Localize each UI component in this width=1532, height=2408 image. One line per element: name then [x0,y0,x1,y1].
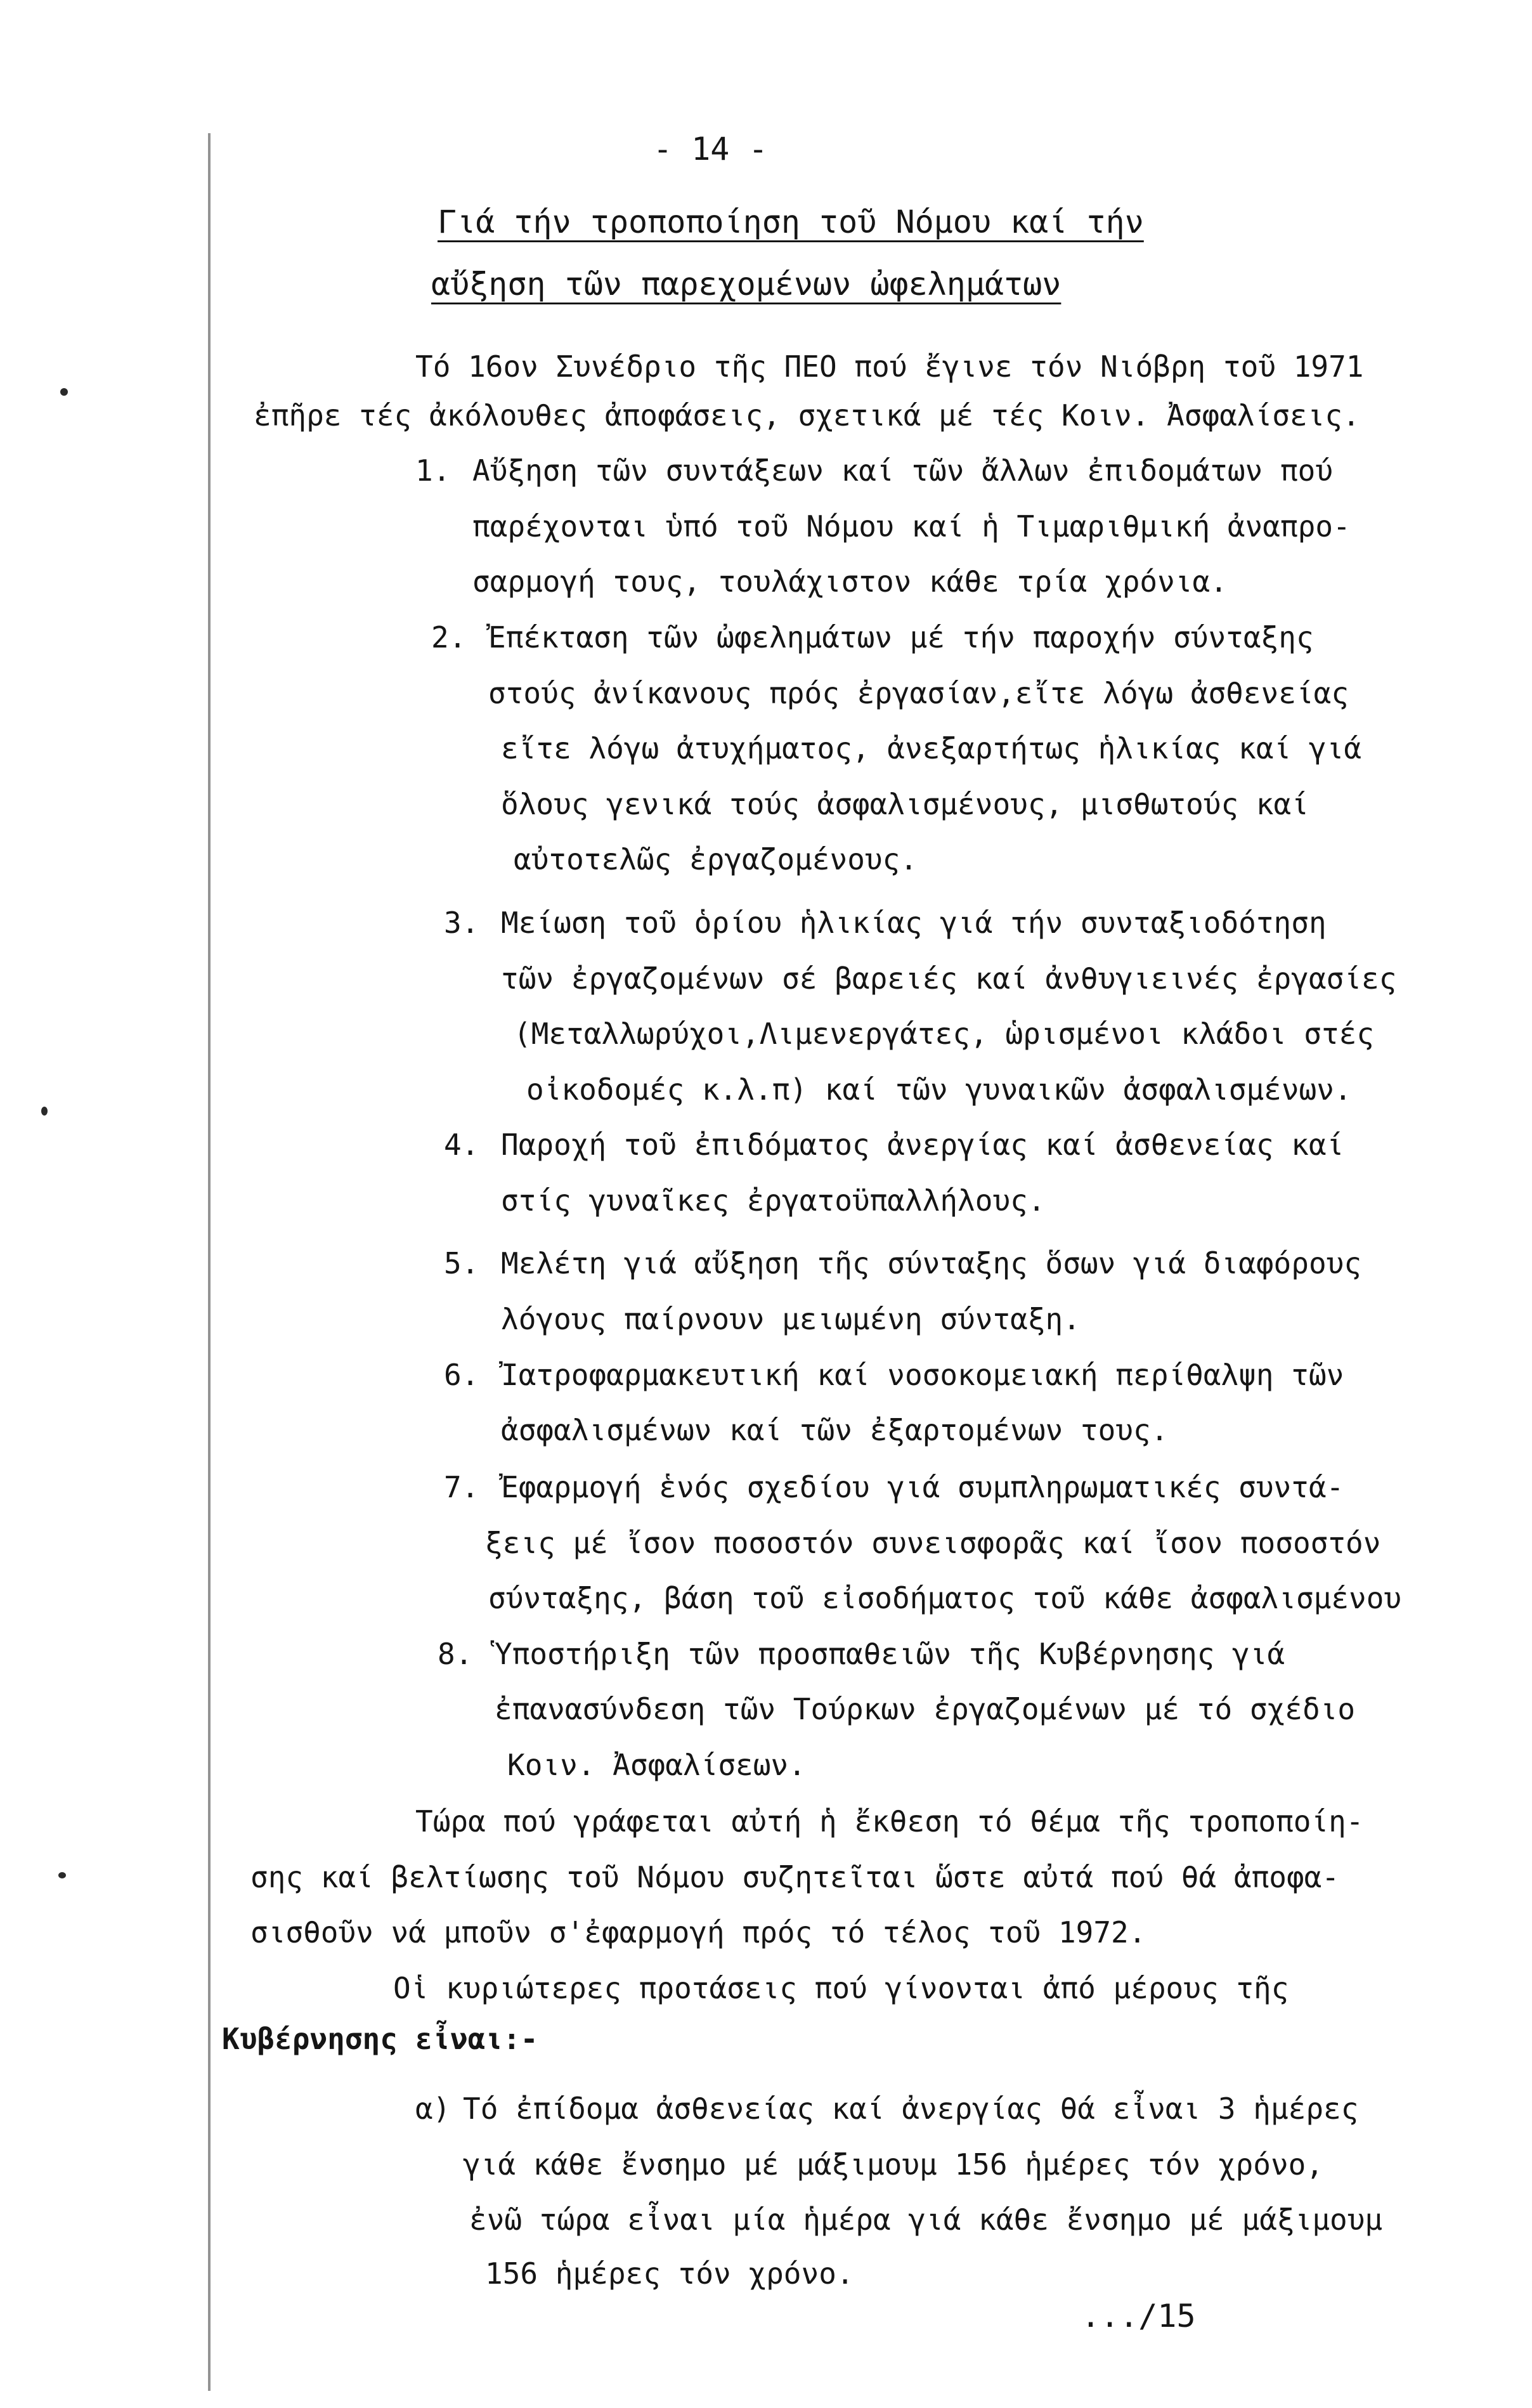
resolution-line: σαρμογή τους, τουλάχιστον κάθε τρία χρόνια. [472,564,1228,599]
resolution-line: σύνταξης, βάση τοῦ εἰσοδήματος τοῦ κάθε ἀσφαλισμένου [488,1581,1402,1615]
resolution-line: οἰκοδομές κ.λ.π) καί τῶν γυναικῶν ἀσφαλισμένων. [526,1072,1352,1107]
resolution-line: Ἐπέκταση τῶν ὠφελημάτων μέ τήν παροχήν σύνταξης [488,620,1314,654]
resolution-number: 8. [438,1637,473,1671]
section-title-line-2: αὔξηση τῶν παρεχομένων ὠφελημάτων [431,266,1061,303]
resolution-line: (Μεταλλωρύχοι,Λιμενεργάτες, ὡρισμένοι κλάδοι στές [514,1017,1375,1051]
resolution-line: ξεις μέ ἴσον ποσοστόν συνεισφορᾶς καί ἴσον ποσοστόν [485,1526,1381,1560]
scan-speck [58,1872,66,1878]
proposal-line: ἐνῶ τώρα εἶναι μία ἡμέρα γιά κάθε ἔνσημο μέ μάξιμουμ [469,2203,1383,2237]
proposal-line: γιά κάθε ἔνσημο μέ μάξιμουμ 156 ἡμέρες τόν χρόνο, [463,2147,1324,2182]
resolution-line: Αὔξηση τῶν συντάξεων καί τῶν ἄλλων ἐπιδομάτων πού [472,453,1334,488]
resolution-number: 3. [444,906,479,940]
resolution-line: στίς γυναῖκες ἐργατοϋπαλλήλους. [501,1183,1046,1218]
resolution-line: στούς ἀνίκανους πρός ἐργασίαν,εἴτε λόγω ἀσθενείας [488,676,1349,710]
resolution-line: αὐτοτελῶς ἐργαζομένους. [514,842,918,876]
resolution-line: ἀσφαλισμένων καί τῶν ἐξαρτομένων τους. [501,1413,1169,1447]
scan-speck [41,1107,48,1116]
section-title-line-1: Γιά τήν τροποποίηση τοῦ Νόμου καί τήν [438,204,1144,240]
resolution-line: Μείωση τοῦ ὁρίου ἡλικίας γιά τήν συνταξιοδότηση [501,906,1327,940]
paragraph-line: Κυβέρνησης εἶναι:- [222,2022,538,2056]
proposal-label: α) [415,2092,451,2126]
paragraph-line: Τώρα πού γράφεται αὐτή ἡ ἔκθεση τό θέμα τῆς τροποποίη- [415,1804,1364,1839]
resolution-line: εἴτε λόγω ἀτυχήματος, ἀνεξαρτήτως ἡλικίας καί γιά [501,731,1362,765]
resolution-line: Παροχή τοῦ ἐπιδόματος ἀνεργίας καί ἀσθενείας καί [501,1128,1344,1162]
resolution-line: ὅλους γενικά τούς ἀσφαλισμένους, μισθωτούς καί [501,787,1309,821]
resolution-line: λόγους παίρνουν μειωμένη σύνταξη. [501,1302,1081,1336]
resolution-line: ἐπανασύνδεση τῶν Τούρκων ἐργαζομένων μέ τό σχέδιο [495,1692,1356,1726]
resolution-line: παρέχονται ὑπό τοῦ Νόμου καί ἡ Τιμαριθμική ἀναπρο- [472,509,1351,543]
resolution-number: 2. [431,620,467,654]
resolution-line: Ἰατροφαρμακευτική καί νοσοκομειακή περίθαλψη τῶν [501,1358,1344,1392]
paragraph-line: σισθοῦν νά μποῦν σ'ἐφαρμογή πρός τό τέλος τοῦ 1972. [250,1915,1146,1949]
intro-line: Τό 16ον Συνέδριο τῆς ΠΕΟ πού ἔγινε τόν Νιόβρη τοῦ 1971 [415,349,1364,384]
resolution-number: 7. [444,1470,479,1504]
proposal-line: 156 ἡμέρες τόν χρόνο. [485,2256,854,2291]
paragraph-line: σης καί βελτίωσης τοῦ Νόμου συζητεῖται ὥστε αὐτά πού θά ἀποφα- [250,1860,1340,1894]
resolution-line: Μελέτη γιά αὔξηση τῆς σύνταξης ὅσων γιά διαφόρους [501,1246,1362,1280]
paragraph-line: Οἱ κυριώτερες προτάσεις πού γίνονται ἀπό μέρους τῆς [393,1971,1289,2005]
resolution-line: Ἐφαρμογή ἑνός σχεδίου γιά συμπληρωματικές συντά- [501,1470,1344,1504]
intro-line: ἐπῆρε τές ἀκόλουθες ἀποφάσεις, σχετικά μέ τές Κοιν. Ἀσφαλίσεις. [254,398,1360,433]
continuation-marker: .../15 [1081,2298,1196,2334]
resolution-number: 4. [444,1128,479,1162]
proposal-line: Τό ἐπίδομα ἀσθενείας καί ἀνεργίας θά εἶναι 3 ἡμέρες [463,2092,1359,2126]
resolution-line: Κοιν. Ἀσφαλίσεων. [507,1748,806,1782]
resolution-number: 1. [415,453,451,488]
resolution-number: 5. [444,1246,479,1280]
resolution-line: Ὑποστήριξη τῶν προσπαθειῶν τῆς Κυβέρνησης γιά [495,1637,1285,1671]
resolution-line: τῶν ἐργαζομένων σέ βαρειές καί ἀνθυγιεινές ἐργασίες [501,961,1397,996]
page-number: - 14 - [653,131,768,167]
left-margin-line [208,133,211,2391]
resolution-number: 6. [444,1358,479,1392]
scan-speck [60,388,68,396]
